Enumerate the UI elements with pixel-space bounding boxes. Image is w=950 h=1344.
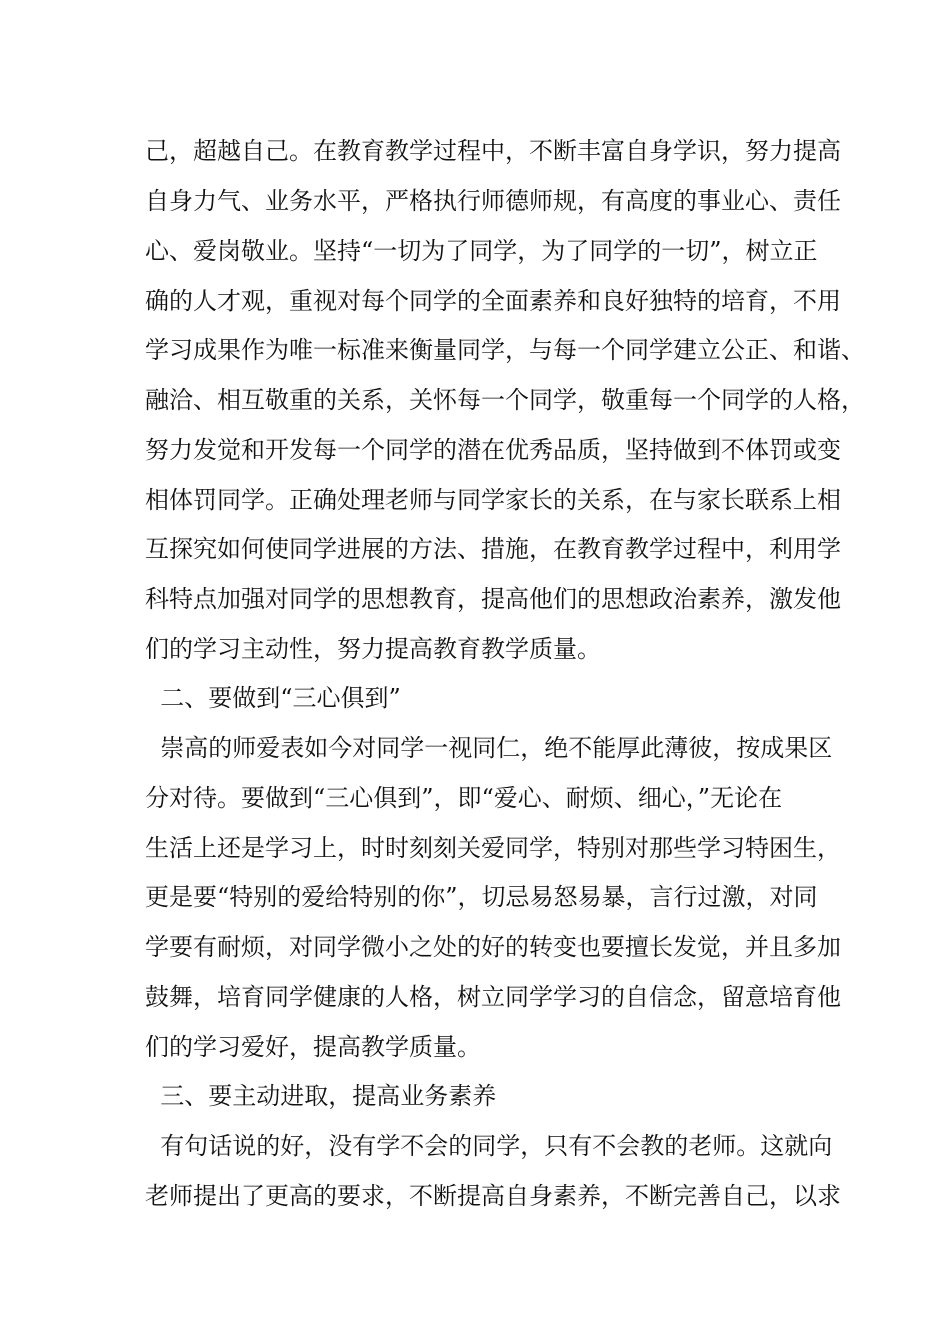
text-line: 相体罚同学。正确处理老师与同学家长的关系，在与家长联系上相 [145, 486, 841, 514]
section-heading: 二、要做到“三心俱到” [145, 684, 401, 712]
text-line: 学习成果作为唯一标准来衡量同学，与每一个同学建立公正、和谐、 [145, 336, 865, 364]
text-line: 更是要“特别的爱给特别的你”，切忌易怒易暴，言行过激，对同 [145, 883, 818, 911]
text-line: 科特点加强对同学的思想教育，提高他们的思想政治素养，激发他 [145, 585, 841, 613]
text-line: 们的学习爱好，提高教学质量。 [145, 1033, 481, 1061]
text-line: 生活上还是学习上，时时刻刻关爱同学，特别对那些学习特困生， [145, 834, 841, 862]
text-line: 们的学习主动性，努力提高教育教学质量。 [145, 635, 601, 663]
text-line: 确的人才观，重视对每个同学的全面素养和良好独特的培育，不用 [145, 287, 841, 315]
text-line: 鼓舞，培育同学健康的人格，树立同学学习的自信念，留意培育他 [145, 983, 841, 1011]
paragraph-start-line: 崇高的师爱表如今对同学一视同仁，绝不能厚此薄彼，按成果区 [145, 734, 833, 762]
text-line: 己，超越自己。在教育教学过程中，不断丰富自身学识，努力提高 [145, 137, 841, 165]
section-heading: 三、要主动进取，提高业务素养 [145, 1082, 497, 1110]
text-line: 老师提出了更高的要求，不断提高自身素养，不断完善自己，以求 [145, 1182, 841, 1210]
text-line: 自身力气、业务水平，严格执行师德师规，有高度的事业心、责任 [145, 187, 841, 215]
text-line: 互探究如何使同学进展的方法、措施，在教育教学过程中，利用学 [145, 535, 841, 563]
text-line: 融洽、相互敬重的关系，关怀每一个同学，敬重每一个同学的人格， [145, 386, 865, 414]
text-line: 分对待。要做到“三心俱到”，即“爱心、耐烦、细心，”无论在 [145, 784, 783, 812]
paragraph-start-line: 有句话说的好，没有学不会的同学，只有不会教的老师。这就向 [145, 1132, 833, 1160]
text-line: 心、爱岗敬业。坚持“一切为了同学，为了同学的一切”，树立正 [145, 237, 818, 265]
text-line: 努力发觉和开发每一个同学的潜在优秀品质，坚持做到不体罚或变 [145, 436, 841, 464]
text-line: 学要有耐烦，对同学微小之处的好的转变也要擅长发觉，并且多加 [145, 933, 841, 961]
